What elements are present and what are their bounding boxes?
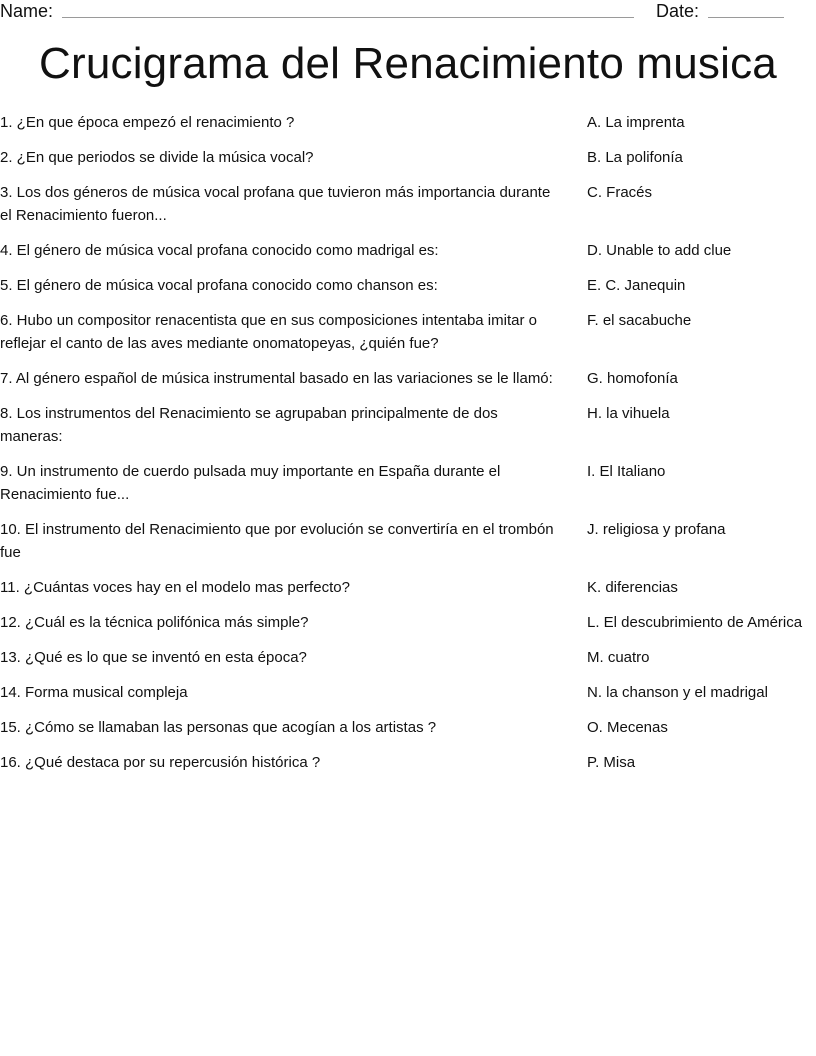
date-blank-line[interactable] [708, 17, 784, 18]
date-label: Date: [656, 1, 700, 21]
answer-option: J. religiosa y profana [587, 521, 726, 538]
clue-text: 9. Un instrumento de cuerdo pulsada muy importante en España durante el Renacimiento fue... [0, 463, 501, 503]
clue-row [0, 309, 816, 355]
answer-option: E. C. Janequin [587, 277, 686, 294]
clue-text: 1. ¿En que época empezó el renacimiento ? [0, 114, 295, 131]
clue-row [0, 460, 816, 506]
clue-text: 8. Los instrumentos del Renacimiento se agrupaban principalmente de dos maneras: [0, 405, 498, 445]
name-label: Name: [0, 1, 54, 21]
answer-option: B. La polifonía [587, 149, 683, 166]
clue-text: 15. ¿Cómo se llamaban las personas que acogían a los artistas ? [0, 719, 437, 736]
answer-option: I. El Italiano [587, 463, 666, 480]
clue-text: 12. ¿Cuál es la técnica polifónica más simple? [0, 614, 309, 631]
clue-text: 5. El género de música vocal profana conocido como chanson es: [0, 277, 438, 294]
answer-option: N. la chanson y el madrigal [587, 684, 768, 701]
clue-row [0, 716, 816, 739]
name-blank-line[interactable] [62, 17, 634, 18]
answer-option: C. Fracés [587, 184, 653, 201]
clue-row [0, 402, 816, 448]
clue-list [0, 111, 816, 786]
clue-text: 14. Forma musical compleja [0, 684, 188, 701]
answer-option: A. La imprenta [587, 114, 685, 131]
clue-text: 16. ¿Qué destaca por su repercusión histórica ? [0, 754, 321, 771]
clue-row [0, 111, 816, 134]
clue-row [0, 367, 816, 390]
page-title: Crucigrama del Renacimiento musica [39, 39, 777, 88]
answer-option: G. homofonía [587, 370, 678, 387]
clue-row [0, 576, 816, 599]
clue-row [0, 239, 816, 262]
worksheet-header [0, 0, 816, 24]
clue-text: 2. ¿En que periodos se divide la música vocal? [0, 149, 314, 166]
clue-text: 10. El instrumento del Renacimiento que por evolución se convertiría en el trombón fue [0, 521, 554, 561]
clue-text: 13. ¿Qué es lo que se inventó en esta época? [0, 649, 307, 666]
answer-option: P. Misa [587, 754, 636, 771]
clue-row [0, 681, 816, 704]
clue-text: 7. Al género español de música instrumental basado en las variaciones se le llamó: [0, 370, 553, 387]
clue-row [0, 146, 816, 169]
answer-option: M. cuatro [587, 649, 650, 666]
answer-option: L. El descubrimiento de América [587, 614, 803, 631]
clue-text: 4. El género de música vocal profana conocido como madrigal es: [0, 242, 439, 259]
clue-row [0, 611, 816, 634]
clue-text: 11. ¿Cuántas voces hay en el modelo mas perfecto? [0, 579, 350, 596]
clue-text: 3. Los dos géneros de música vocal profana que tuvieron más importancia durante el Renacimiento fueron... [0, 184, 551, 224]
clue-row [0, 518, 816, 564]
answer-option: H. la vihuela [587, 405, 670, 422]
clue-row [0, 274, 816, 297]
answer-option: K. diferencias [587, 579, 678, 596]
clue-row [0, 181, 816, 227]
answer-option: D. Unable to add clue [587, 242, 732, 259]
clue-text: 6. Hubo un compositor renacentista que en sus composiciones intentaba imitar o reflejar el canto de las aves mediante onomatopeyas, ¿quién fue? [0, 312, 537, 352]
answer-option: F. el sacabuche [587, 312, 692, 329]
clue-row [0, 646, 816, 669]
clue-row [0, 751, 816, 774]
answer-option: O. Mecenas [587, 719, 668, 736]
